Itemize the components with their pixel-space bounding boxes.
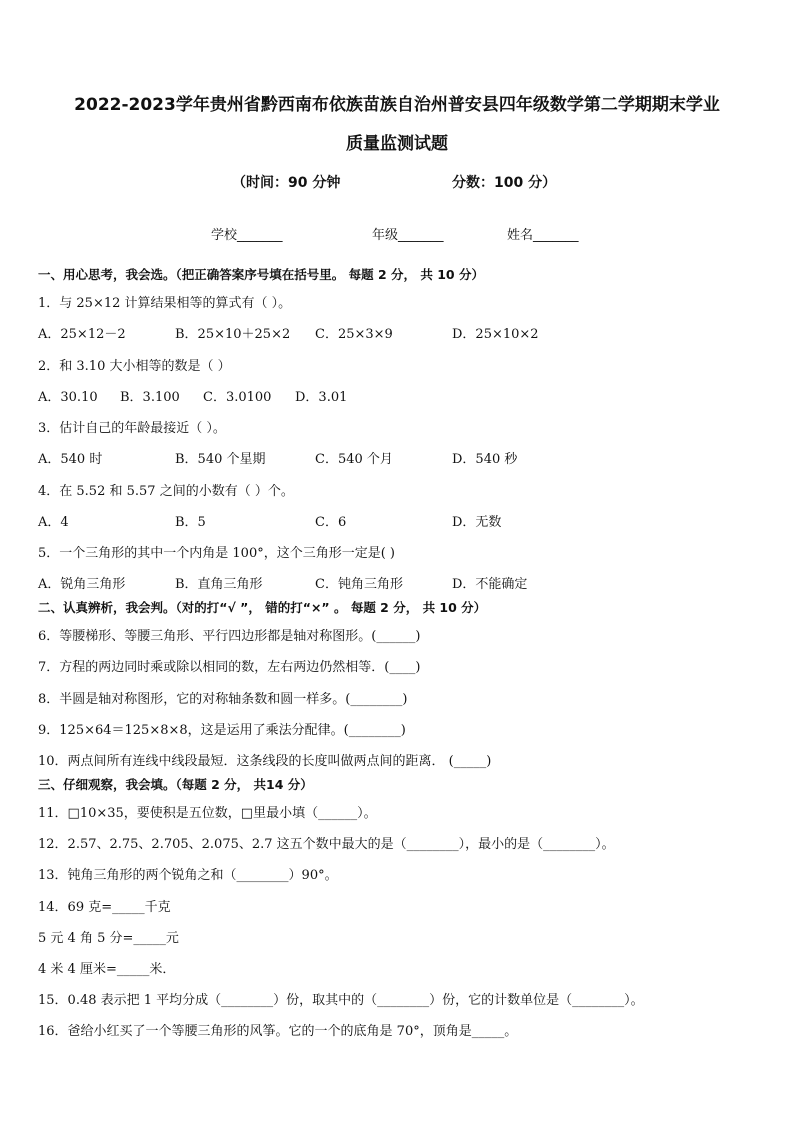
question-3: 3．估计自己的年龄最接近（ ）。 xyxy=(38,421,226,436)
name-field: 姓名_______ xyxy=(507,228,579,243)
question-14-part-1: 14．69 克=_____千克 xyxy=(38,900,171,915)
question-6: 6．等腰梯形、等腰三角形、平行四边形都是轴对称图形。(______) xyxy=(38,629,421,644)
q4-option-c: C．6 xyxy=(315,515,347,530)
section-2-header: 二、认真辨析，我会判。（对的打“√ ”， 错的打“×” 。 每题 2 分， 共 10 分） xyxy=(38,600,487,615)
q1-option-b: B．25×10＋25×2 xyxy=(175,327,291,342)
q5-option-a: A．锐角三角形 xyxy=(38,577,126,592)
question-10: 10．两点间所有连线中线段最短．这条线段的长度叫做两点间的距离． (_____) xyxy=(38,754,492,769)
question-9: 9．125×64＝125×8×8，这是运用了乘法分配律。(________) xyxy=(38,723,406,738)
question-7: 7．方程的两边同时乘或除以相同的数，左右两边仍然相等．(____) xyxy=(38,660,421,675)
q3-option-a: A．540 时 xyxy=(38,452,103,467)
question-14-part-3: 4 米 4 厘米=_____米． xyxy=(38,962,176,977)
question-16: 16．爸给小红买了一个等腰三角形的风筝。它的一个的底角是 70°，顶角是_____。 xyxy=(38,1024,518,1039)
question-14-part-2: 5 元 4 角 5 分=_____元 xyxy=(38,931,179,946)
question-4: 4．在 5.52 和 5.57 之间的小数有（ ）个。 xyxy=(38,484,294,499)
question-2: 2．和 3.10 大小相等的数是（ ） xyxy=(38,359,231,374)
grade-field: 年级_______ xyxy=(372,228,444,243)
question-11: 11．□10×35，要使积是五位数，□里最小填（______）。 xyxy=(38,806,377,821)
q3-option-c: C．540 个月 xyxy=(315,452,393,467)
exam-score: 分数：100 分） xyxy=(452,175,557,191)
q2-option-b: B．3.100 xyxy=(120,390,180,405)
question-8: 8．半圆是轴对称图形，它的对称轴条数和圆一样多。(________) xyxy=(38,692,408,707)
question-12: 12．2.57、2.75、2.705、2.075、2.7 这五个数中最大的是（________），最小的是（________）。 xyxy=(38,837,615,852)
question-1: 1．与 25×12 计算结果相等的算式有（ ）。 xyxy=(38,296,292,311)
q5-option-b: B．直角三角形 xyxy=(175,577,263,592)
exam-title-line1: 2022-2023学年贵州省黔西南布依族苗族自治州普安县四年级数学第二学期期末学业 xyxy=(74,95,720,115)
q3-option-d: D．540 秒 xyxy=(452,452,518,467)
q2-option-a: A．30.10 xyxy=(38,390,98,405)
q5-option-d: D．不能确定 xyxy=(452,577,528,592)
q2-option-c: C．3.0100 xyxy=(203,390,272,405)
exam-title-line2: 质量监测试题 xyxy=(346,134,448,154)
q4-option-a: A．4 xyxy=(38,515,69,530)
section-3-header: 三、仔细观察，我会填。（每题 2 分， 共14 分） xyxy=(38,777,313,792)
q3-option-b: B．540 个星期 xyxy=(175,452,266,467)
q1-option-d: D．25×10×2 xyxy=(452,327,539,342)
q4-option-b: B．5 xyxy=(175,515,206,530)
q5-option-c: C．钝角三角形 xyxy=(315,577,403,592)
q1-option-a: A．25×12－2 xyxy=(38,327,126,342)
school-field: 学校_______ xyxy=(211,228,283,243)
exam-time: （时间：90 分钟 xyxy=(232,175,341,191)
question-13: 13．钝角三角形的两个锐角之和（________）90°。 xyxy=(38,868,338,883)
question-5: 5．一个三角形的其中一个内角是 100°，这个三角形一定是( ) xyxy=(38,546,395,561)
question-15: 15．0.48 表示把 1 平均分成（________）份，取其中的（________）份，它的计数单位是（________）。 xyxy=(38,993,644,1008)
q2-option-d: D．3.01 xyxy=(295,390,348,405)
q1-option-c: C．25×3×9 xyxy=(315,327,393,342)
section-1-header: 一、用心思考，我会选。（把正确答案序号填在括号里。 每题 2 分， 共 10 分） xyxy=(38,267,484,282)
q4-option-d: D．无数 xyxy=(452,515,502,530)
